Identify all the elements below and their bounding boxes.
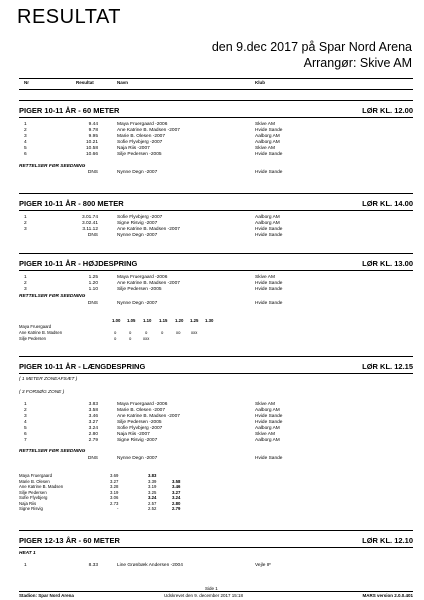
athlete-name: Naja Riis -2007 bbox=[117, 146, 150, 151]
result: 1.20 bbox=[88, 281, 98, 286]
attempt-mark: xxx bbox=[143, 336, 150, 341]
result: 2.80 bbox=[88, 432, 98, 437]
event-title: PIGER 12-13 ÅR - 60 METER bbox=[19, 536, 120, 545]
attempt: 3.27 bbox=[172, 489, 181, 495]
footer-rule bbox=[19, 591, 413, 592]
event-time: LØR KL. 12.15 bbox=[362, 362, 413, 371]
club: Hvide Sande bbox=[255, 281, 283, 286]
height-header: 1.30 bbox=[205, 318, 214, 323]
event-title: PIGER 10-11 ÅR - 800 METER bbox=[19, 199, 124, 208]
athlete-name: Signe Risvig bbox=[19, 506, 43, 511]
club: Hvide Sande bbox=[255, 414, 283, 419]
athlete-name: Nynne Degn -2007 bbox=[117, 456, 158, 461]
height-header: 1.20 bbox=[175, 318, 184, 323]
athlete-name: Ane Katrine B. Madsen -2007 bbox=[117, 128, 180, 133]
result-row bbox=[0, 456, 424, 462]
attempt: - bbox=[117, 506, 119, 511]
attempt: 2.80 bbox=[172, 500, 181, 506]
athlete-name: Nynne Degn -2007 bbox=[117, 301, 158, 306]
place: 5 bbox=[24, 426, 27, 431]
result: 10.66 bbox=[85, 152, 98, 157]
athlete-name: Signe Risvig -2007 bbox=[117, 221, 158, 226]
result: 2.79 bbox=[88, 438, 98, 443]
attempt: 3.58 bbox=[172, 478, 181, 484]
series-row bbox=[0, 490, 424, 495]
athlete-name: Maya Fruergaard bbox=[19, 324, 52, 329]
athlete-name: Marie B. Olesen -2007 bbox=[117, 134, 165, 139]
result: 9.78 bbox=[88, 128, 98, 133]
height-header: 1.25 bbox=[190, 318, 199, 323]
result: 9.95 bbox=[88, 134, 98, 139]
result: DNS bbox=[87, 170, 98, 175]
page-title: RESULTAT bbox=[17, 6, 122, 28]
height-header: 1.10 bbox=[143, 318, 152, 323]
athlete-name: Nynne Degn -2007 bbox=[117, 170, 158, 175]
athlete-name: Maya Fruergaard -2006 bbox=[117, 402, 168, 407]
col-place: Nr bbox=[24, 80, 30, 85]
place: 4 bbox=[24, 420, 27, 425]
result: DNS bbox=[87, 233, 98, 238]
series-row bbox=[0, 495, 424, 500]
result: 9.44 bbox=[88, 122, 98, 127]
athlete-name: Ane Katrine B. Madsen bbox=[19, 330, 63, 335]
page-number: Side 1 bbox=[205, 586, 218, 591]
result-row bbox=[0, 438, 424, 444]
attempt: 3.28 bbox=[110, 484, 119, 489]
footer-printed: Udskrevet den 9. december 2017 15:18 bbox=[164, 593, 244, 598]
series-row bbox=[0, 479, 424, 484]
result: 10.21 bbox=[85, 140, 98, 145]
footer-version: MARS version 2.0.0.401 bbox=[362, 593, 413, 598]
heat-label: HEAT 1 bbox=[19, 551, 36, 556]
athlete-name: Sofie Flyvbjerg bbox=[19, 495, 48, 500]
result: 3.02.41 bbox=[81, 221, 98, 226]
height-header: 1.00 bbox=[112, 318, 121, 323]
club: Hvide Sande bbox=[255, 152, 283, 157]
height-header: 1.15 bbox=[159, 318, 168, 323]
section-rule bbox=[19, 100, 413, 101]
result: 3.27 bbox=[88, 420, 98, 425]
club: Skive AM bbox=[255, 432, 275, 437]
club: Aalborg AM bbox=[255, 426, 280, 431]
athlete-name: Silje Pedersen -2005 bbox=[117, 420, 162, 425]
attempt-row bbox=[0, 330, 424, 335]
event-title: PIGER 10-11 ÅR - HØJDESPRING bbox=[19, 259, 138, 268]
result-row bbox=[0, 170, 424, 176]
athlete-name: Line Grønbæk Andersen -2004 bbox=[117, 563, 183, 568]
section-rule bbox=[19, 117, 413, 118]
attempt-mark: o bbox=[114, 330, 117, 335]
event-date-venue: den 9.dec 2017 på Spar Nord Arena bbox=[211, 40, 412, 54]
attempt-mark: o bbox=[145, 330, 148, 335]
place: 2 bbox=[24, 408, 27, 413]
event-time: LØR KL. 12.00 bbox=[362, 106, 413, 115]
series-row bbox=[0, 506, 424, 511]
attempt: 3.39 bbox=[148, 478, 157, 484]
attempt: 3.46 bbox=[172, 484, 181, 489]
event-note: ( 3 FORSØG ZONE ) bbox=[19, 390, 65, 395]
section-rule bbox=[19, 373, 413, 374]
athlete-name: Signe Risvig -2007 bbox=[117, 438, 158, 443]
event-time: LØR KL. 14.00 bbox=[362, 199, 413, 208]
section-rule bbox=[19, 253, 413, 254]
club: Hvide Sande bbox=[255, 233, 283, 238]
result: DNS bbox=[87, 301, 98, 306]
club: Aalborg AM bbox=[255, 408, 280, 413]
place: 6 bbox=[24, 432, 27, 437]
header-bottom-rule bbox=[19, 89, 413, 90]
athlete-name: Ane Katrine B. Madsen -2007 bbox=[117, 414, 180, 419]
attempt-row bbox=[0, 324, 424, 329]
athlete-name: Sofie Flyvbjerg -2007 bbox=[117, 426, 163, 431]
club: Skive AM bbox=[255, 122, 275, 127]
athlete-name: Silje Pedersen -2005 bbox=[117, 152, 162, 157]
athlete-name: Sofie Flyvbjerg -2007 bbox=[117, 140, 163, 145]
club: Hvide Sande bbox=[255, 301, 283, 306]
attempt: 2.79 bbox=[172, 506, 181, 511]
result: 3.58 bbox=[88, 408, 98, 413]
series-row bbox=[0, 501, 424, 506]
club: Aalborg AM bbox=[255, 134, 280, 139]
event-title: PIGER 10-11 ÅR - LÆNGDESPRING bbox=[19, 362, 146, 371]
place: 1 bbox=[24, 402, 27, 407]
attempt-mark: xxx bbox=[191, 330, 198, 335]
place: 1 bbox=[24, 563, 27, 568]
footer-stadium: Stadion: Spar Nord Arena bbox=[19, 593, 74, 598]
attempt: 3.27 bbox=[110, 478, 119, 484]
athlete-name: Ane Katrine B. Madsen -2007 bbox=[117, 281, 180, 286]
athlete-name: Maya Fruergaard -2006 bbox=[117, 275, 168, 280]
attempt: 3.83 bbox=[148, 473, 157, 478]
section-rule bbox=[19, 530, 413, 531]
athlete-name: Naja Riis -2007 bbox=[117, 432, 150, 437]
result-row bbox=[0, 287, 424, 293]
place: 7 bbox=[24, 438, 27, 443]
club: Aalborg AM bbox=[255, 438, 280, 443]
result: 3.24 bbox=[88, 426, 98, 431]
club: Skive AM bbox=[255, 146, 275, 151]
result: 3.11.12 bbox=[82, 227, 98, 232]
result-row bbox=[0, 233, 424, 239]
height-header: 1.05 bbox=[127, 318, 136, 323]
corrections-label: RETTELSER FØR SEEDNING bbox=[19, 164, 86, 169]
athlete-name: Silje Pedersen bbox=[19, 336, 47, 341]
club: Hvide Sande bbox=[255, 227, 283, 232]
event-time: LØR KL. 12.10 bbox=[362, 536, 413, 545]
event-organizer: Arrangør: Skive AM bbox=[303, 56, 412, 70]
attempt: 2.52 bbox=[148, 506, 157, 511]
place: 5 bbox=[24, 146, 27, 151]
col-club: Klub bbox=[255, 80, 265, 85]
place: 2 bbox=[24, 128, 27, 133]
attempt: 3.19 bbox=[110, 489, 119, 495]
place: 3 bbox=[24, 227, 27, 232]
athlete-name: Naja Riis bbox=[19, 500, 37, 506]
club: Skive AM bbox=[255, 275, 275, 280]
club: Skive AM bbox=[255, 402, 275, 407]
place: 4 bbox=[24, 140, 27, 145]
athlete-name: Maya Fruergaard -2006 bbox=[117, 122, 168, 127]
result-row bbox=[0, 152, 424, 158]
attempt-mark: o bbox=[114, 336, 117, 341]
attempt: 3.24 bbox=[148, 495, 157, 500]
attempt: 2.73 bbox=[110, 500, 119, 506]
result: 3.46 bbox=[88, 414, 98, 419]
athlete-name: Silje Pedersen bbox=[19, 489, 47, 495]
club: Vejle IF bbox=[255, 563, 271, 568]
club: Aalborg AM bbox=[255, 221, 280, 226]
athlete-name: Ane Katrine B. Madsen -2007 bbox=[117, 227, 180, 232]
result-row bbox=[0, 563, 424, 569]
attempt: 3.69 bbox=[110, 473, 119, 478]
attempt-mark: o bbox=[129, 330, 132, 335]
result: 8.33 bbox=[88, 563, 98, 568]
club: Hvide Sande bbox=[255, 420, 283, 425]
result-row bbox=[0, 301, 424, 307]
attempt-mark: xo bbox=[176, 330, 181, 335]
club: Hvide Sande bbox=[255, 456, 283, 461]
place: 1 bbox=[24, 215, 27, 220]
col-name: Navn bbox=[117, 80, 129, 85]
club: Aalborg AM bbox=[255, 215, 280, 220]
series-row bbox=[0, 473, 424, 478]
corrections-label: RETTELSER FØR SEEDNING bbox=[19, 294, 86, 299]
result: 1.25 bbox=[88, 275, 98, 280]
section-rule bbox=[19, 210, 413, 211]
result: 3.83 bbox=[88, 402, 98, 407]
place: 1 bbox=[24, 275, 27, 280]
place: 3 bbox=[24, 414, 27, 419]
event-title: PIGER 10-11 ÅR - 60 METER bbox=[19, 106, 120, 115]
result: 1.10 bbox=[88, 287, 98, 292]
corrections-label: RETTELSER FØR SEEDNING bbox=[19, 449, 86, 454]
athlete-name: Silje Pedersen -2005 bbox=[117, 287, 162, 292]
place: 6 bbox=[24, 152, 27, 157]
series-row bbox=[0, 484, 424, 489]
attempt: 2.57 bbox=[148, 500, 157, 506]
place: 3 bbox=[24, 134, 27, 139]
section-rule bbox=[19, 193, 413, 194]
athlete-name: Maya Fruergaard bbox=[19, 473, 52, 478]
club: Hvide Sande bbox=[255, 170, 283, 175]
club: Hvide Sande bbox=[255, 287, 283, 292]
attempt: 3.24 bbox=[172, 495, 181, 500]
section-rule bbox=[19, 356, 413, 357]
event-note: ( 1 METER ZONEAFSÆT ) bbox=[19, 377, 78, 382]
attempt: 3.06 bbox=[110, 495, 119, 500]
place: 2 bbox=[24, 221, 27, 226]
result: 3.01.74 bbox=[81, 215, 98, 220]
attempt-mark: o bbox=[161, 330, 164, 335]
club: Hvide Sande bbox=[255, 128, 283, 133]
place: 1 bbox=[24, 122, 27, 127]
section-rule bbox=[19, 270, 413, 271]
attempt-row bbox=[0, 336, 424, 341]
attempt: 3.19 bbox=[148, 484, 157, 489]
place: 2 bbox=[24, 281, 27, 286]
result: DNS bbox=[87, 456, 98, 461]
attempt: 3.25 bbox=[148, 489, 157, 495]
attempt-mark: o bbox=[129, 336, 132, 341]
result: 10.58 bbox=[85, 146, 98, 151]
section-rule bbox=[19, 547, 413, 548]
event-time: LØR KL. 13.00 bbox=[362, 259, 413, 268]
place: 3 bbox=[24, 287, 27, 292]
athlete-name: Marie B. Olesen bbox=[19, 478, 50, 484]
athlete-name: Nynne Degn -2007 bbox=[117, 233, 158, 238]
col-result: Resultat bbox=[76, 80, 94, 85]
athlete-name: Marie B. Olesen -2007 bbox=[117, 408, 165, 413]
athlete-name: Sofie Flyvbjerg -2007 bbox=[117, 215, 163, 220]
club: Aalborg AM bbox=[255, 140, 280, 145]
athlete-name: Ane Katrine B. Madsen bbox=[19, 484, 64, 489]
